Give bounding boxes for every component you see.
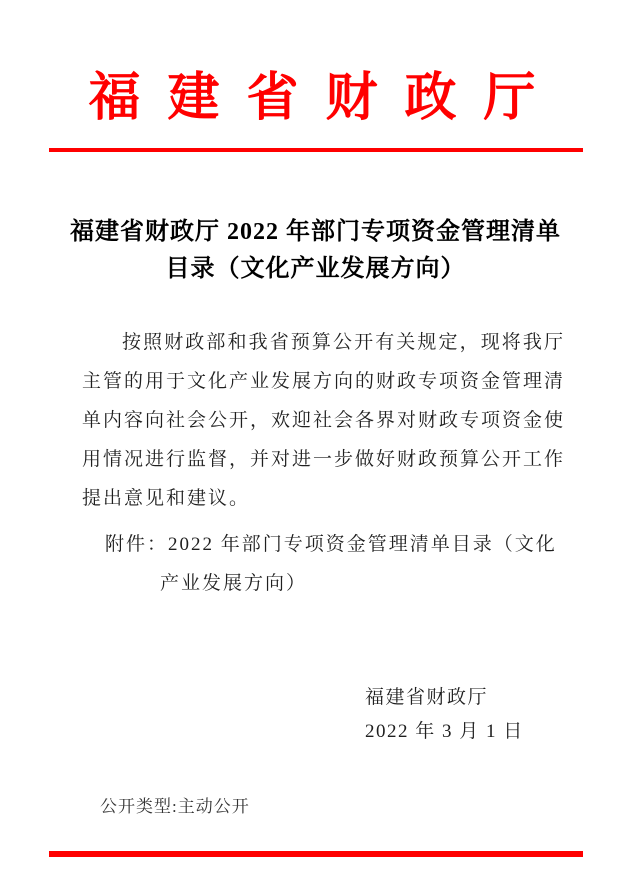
attachment-line: 附件：2022 年部门专项资金管理清单目录（文化产业发展方向）	[105, 534, 557, 594]
publish-type-label: 公开类型:主动公开	[100, 797, 250, 816]
signature-block	[365, 681, 631, 749]
signature-agency: 福建省财政厅	[365, 687, 489, 708]
body-paragraph: 按照财政部和我省预算公开有关规定，现将我厅主管的用于文化产业发展方向的财政专项资金管理清单内容向社会公开，欢迎社会各界对财政专项资金使用情况进行监督，并对进一步做好财政预算公开工作提出意见和建议。	[82, 332, 566, 509]
document-title-line-2: 目录（文化产业发展方向）	[165, 256, 466, 282]
signature-date: 2022 年 3 月 1 日	[365, 721, 524, 742]
document-title-line-1: 福建省财政厅 2022 年部门专项资金管理清单	[70, 219, 561, 245]
letterhead-agency-name: 福 建 省 财 政 厅	[88, 70, 543, 127]
footer-rule	[49, 851, 583, 857]
letterhead-rule	[49, 148, 583, 152]
document-title	[0, 214, 631, 288]
document-body	[0, 323, 631, 603]
